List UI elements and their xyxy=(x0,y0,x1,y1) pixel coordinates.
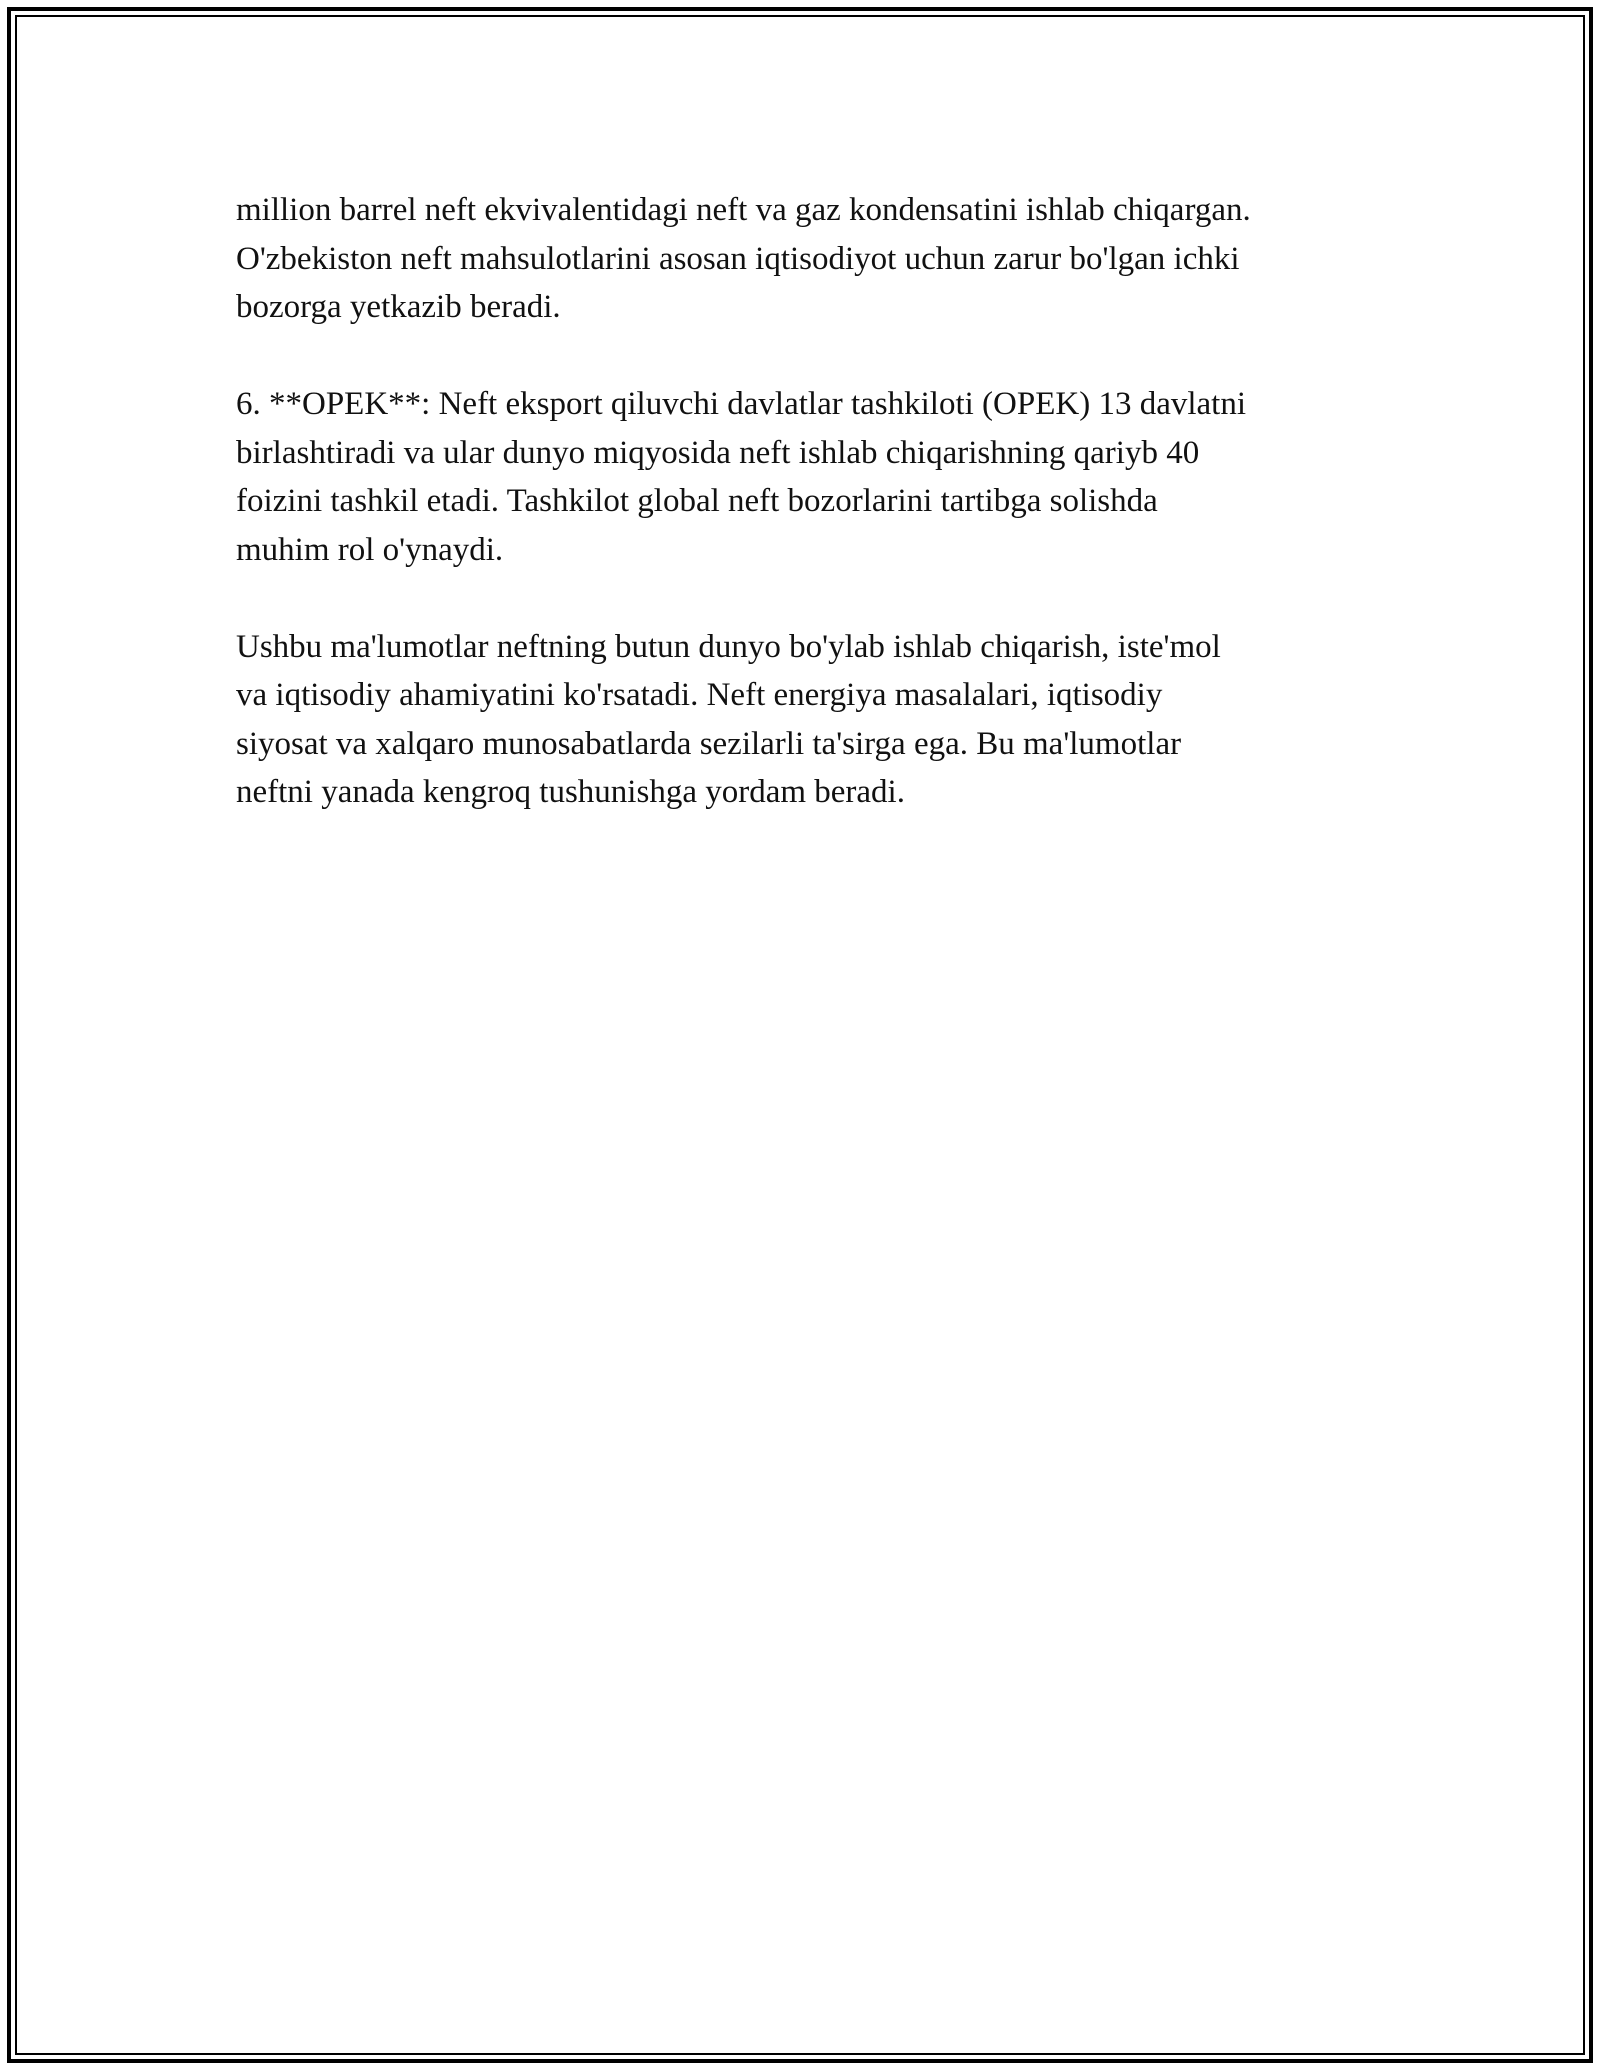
text-line: bozorga yetkazib beradi. xyxy=(236,289,561,325)
document-body xyxy=(236,186,1376,865)
text-line: birlashtiradi va ular dunyo miqyosida neft ishlab chiqarishning qariyb 40 xyxy=(236,434,1200,471)
text-line: 6. **OPEK**: Neft eksport qiluvchi davlatlar tashkiloti (OPEK) 13 davlatni xyxy=(236,386,1246,422)
text-line: va iqtisodiy ahamiyatini ko'rsatadi. Neft energiya masalalari, iqtisodiy xyxy=(236,677,1163,713)
paragraph-continuation xyxy=(236,186,1376,332)
text-line: neftni yanada kengroq tushunishga yordam beradi. xyxy=(236,774,905,810)
paragraph-conclusion xyxy=(236,623,1376,817)
text-line: siyosat va xalqaro munosabatlarda sezilarli ta'sirga ega. Bu ma'lumotlar xyxy=(236,725,1182,762)
text-line: million barrel neft ekvivalentidagi neft va gaz kondensatini ishlab chiqargan. xyxy=(236,192,1251,228)
text-line: O'zbekiston neft mahsulotlarini asosan iqtisodiyot uchun zarur bo'lgan ichki xyxy=(236,240,1240,277)
text-line: Ushbu ma'lumotlar neftning butun dunyo bo'ylab ishlab chiqarish, iste'mol xyxy=(236,628,1221,665)
text-line: foizini tashkil etadi. Tashkilot global neft bozorlarini tartibga solishda xyxy=(236,483,1158,519)
text-line: muhim rol o'ynaydi. xyxy=(236,531,504,568)
paragraph-opek xyxy=(236,380,1376,574)
